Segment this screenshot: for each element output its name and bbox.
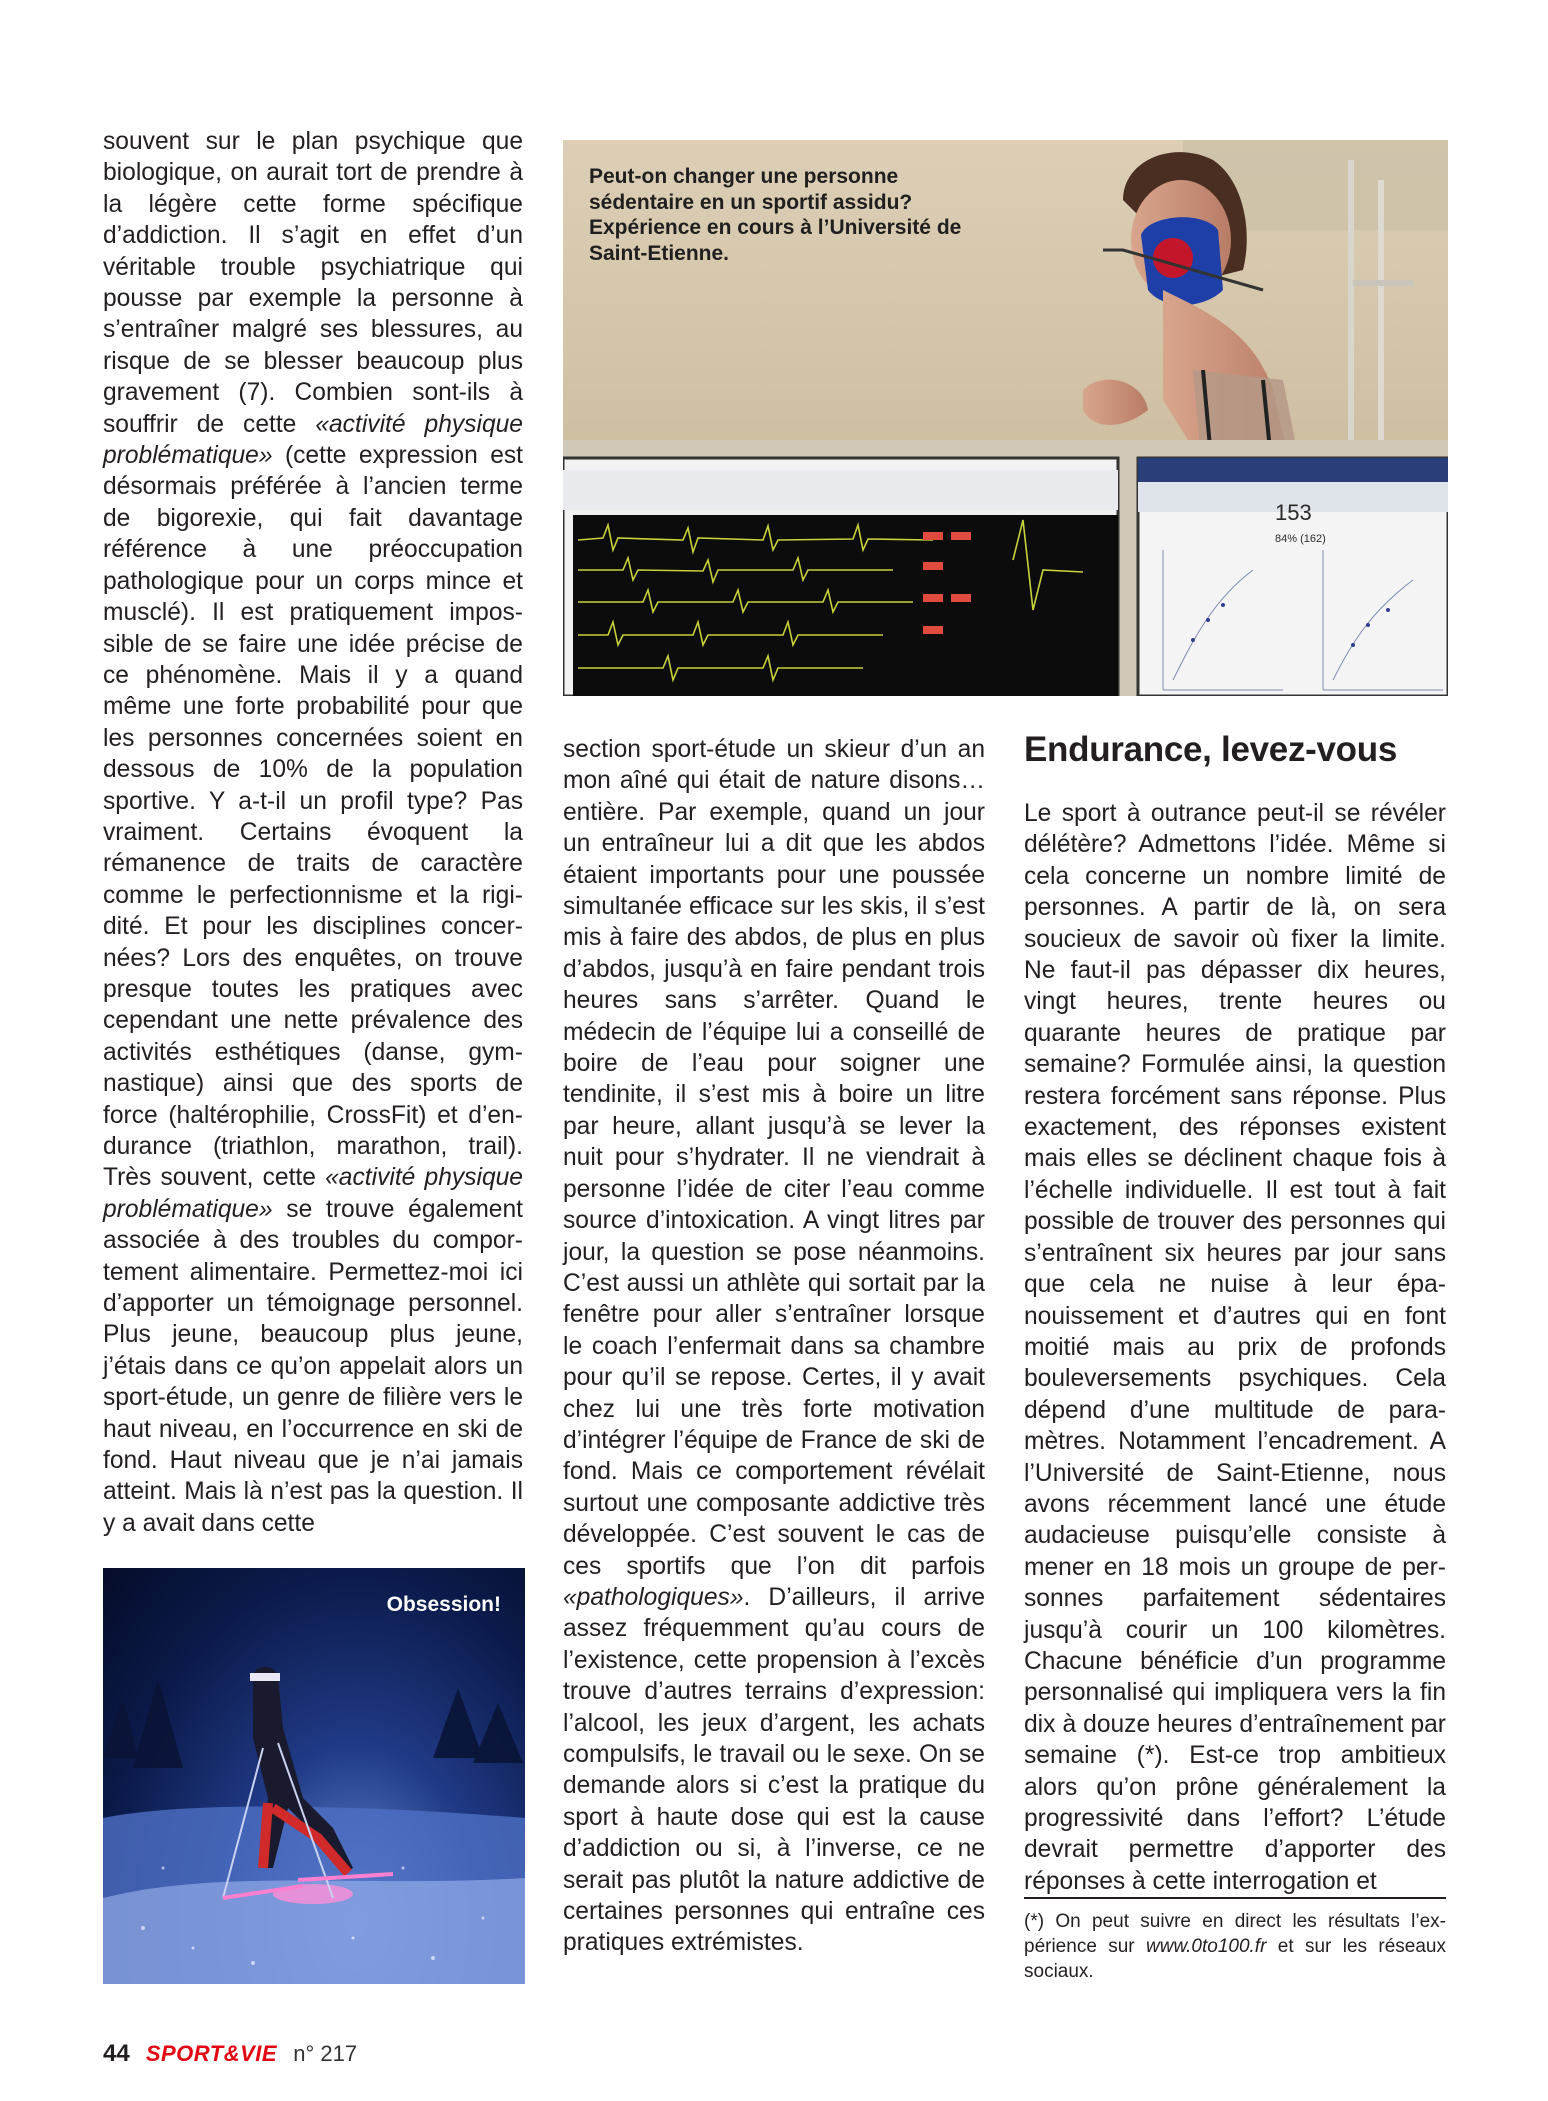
- photo-caption: Peut-on changer une personne sédentaire en un sportif assidu? Expérience en cours à l’Université de Saint-Etienne.: [589, 165, 962, 265]
- lab-photo: [563, 140, 1448, 696]
- section-heading: Endurance, levez-vous: [1024, 730, 1397, 769]
- monitor-readout-small: 84% (162): [1275, 533, 1326, 545]
- body-paragraph: Le sport à outrance peut-il se révéler délétère? Admettons l’idée. Même si cela concerne un nombre limité de personnes. A partir de là, on sera soucieux de savoir où fixer la limite. Ne faut-il pas dépasser dix heures, vingt heures, trente heures ou quarante heures de pratique par semaine? Formulée ainsi, la question restera forcément sans réponse. Plus exactement, des réponses existent mais elles se déclinent chaque fois à l’échelle individuelle. Il est tout à fait possible de trouver des personnes qui s’entraînent six heures par jour sans que cela ne nuise à leur épanouissement et d’autres qui en font moitié mais au prix de profonds bouleversements psychiques. Cela dépend d’une multitude de paramètres. Notamment l’encadrement. A l’Université de Saint-Etienne, nous avons récemment lancé une étude audacieuse puisqu’elle consiste à mener en 18 mois un groupe de personnes parfaitement sédentaires jusqu’à courir un 100 kilomètres. Chacune bénéficie d’un programme personnalisé qui impliquera vers la fin dix à douze heures d’entraînement par semaine (*). Est-ce trop ambitieux alors qu’on prône généralement la progressivité dans l’effort? L’étude devrait permettre d’apporter des réponses à cette interrogation et: [1024, 800, 1446, 1895]
- page-footer: [103, 2039, 357, 2069]
- quote-emphasis: «activité physique problématique»: [103, 1164, 523, 1223]
- quote-emphasis: «pathologiques»: [563, 1583, 744, 1611]
- issue-number: n° 217: [293, 2041, 358, 2066]
- article-column-2: [563, 734, 985, 1959]
- footnote: (*) On peut suivre en direct les résultats l’expérience sur www.0to100.fr et sur les réseaux sociaux.: [1024, 1897, 1446, 1984]
- footnote-link[interactable]: www.0to100.fr: [1146, 1936, 1267, 1957]
- body-paragraph: souvent sur le plan psychique que biologique, on aurait tort de prendre à la légère cette forme spécifique d’addiction. Il s’agit en effet d’un véritable trouble psychiatrique qui pousse par exemple la personne à s’entraîner malgré ses blessures, au risque de se blesser beaucoup plus gravement (7). Combien sont-ils à souffrir de cette «activité physique problématique» (cette expression est désormais préférée à l’ancien terme de bigorexie, qui fait davantage référence à une préoccupation pathologique pour un corps mince et musclé). Il est pratiquement impossible de se faire une idée précise de ce phénomène. Mais il y a quand même une forte probabilité pour que les personnes concernées soient en dessous de 10% de la population sportive. Y a-t-il un profil type? Pas vraiment. Certains évoquent la rémanence de traits de caractère comme le perfectionnisme et la rigidité. Et pour les disciplines concernées? Lors des enquêtes, on trouve presque toutes les pratiques avec cependant une nette prévalence des activités esthétiques (danse, gymnastique) ainsi que des sports de force (haltérophilie, CrossFit) et d’endurance (triathlon, marathon, trail). Très souvent, cette «activité physique problématique» se trouve également associée à des troubles du comportement alimentaire. Permettez-moi ici d’apporter un témoignage personnel. Plus jeune, beaucoup plus jeune, j’étais dans ce qu’on appelait alors un sport-étude, un genre de filière vers le haut niveau, en l’occurrence en ski de fond. Haut niveau que je n’ai jamais atteint. Mais là n’est pas la question. Il y a avait dans cette: [103, 128, 523, 1537]
- ski-photo: [103, 1568, 525, 1984]
- magazine-logo: SPORT&VIE: [145, 2041, 278, 2066]
- monitor-readout: 153: [1275, 500, 1312, 525]
- ski-photo-illustration: [103, 1568, 525, 1984]
- quote-emphasis: «activité physique problématique»: [103, 410, 523, 470]
- page-number: 44: [103, 2040, 130, 2067]
- body-paragraph: section sport-étude un skieur d’un an mon aîné qui était de nature disons… entière. Par exemple, quand un jour un entraîneur lui a dit que les abdos étaient importants pour une poussée simultanée efficace sur les skis, il s’est mis à faire des abdos, de plus en plus d’abdos, jusqu’à en faire pendant trois heures sans s’arrêter. Quand le médecin de l’équipe lui a conseillé de boire de l’eau pour soigner une tendinite, il s’est mis à boire un litre par heure, allant jusqu’à se lever la nuit pour s’hydrater. Il ne viendrait à personne l’idée de citer l’eau comme source d’intoxication. A vingt litres par jour, la question se pose néanmoins. C’est aussi un athlète qui sortait par la fenêtre pour aller s’entraîner lorsque le coach l’enfermait dans sa chambre pour qu’il se repose. Certes, il y avait chez lui une très forte motivation d’intégrer l’équipe de France de ski de fond. Mais ce comportement révélait surtout une composante addictive très développée. C’est souvent le cas de ces sportifs que l’on dit parfois «pathologiques». D’ailleurs, il arrive assez fréquemment qu’au cours de l’existence, cette propension à l’excès trouve d’autres terrains d’expression: l’alcool, les jeux d’argent, les achats compulsifs, le travail ou le sexe. On se demande alors si c’est la pratique du sport à haute dose qui est la cause d’addiction ou si, à l’inverse, ce ne serait pas plutôt la nature addictive de certaines personnes qui entraîne ces pratiques extrémistes.: [563, 736, 985, 1957]
- photo-caption: Obsession!: [386, 1593, 501, 1616]
- article-column-3: [1024, 798, 1446, 1897]
- article-column-1: [103, 126, 523, 1539]
